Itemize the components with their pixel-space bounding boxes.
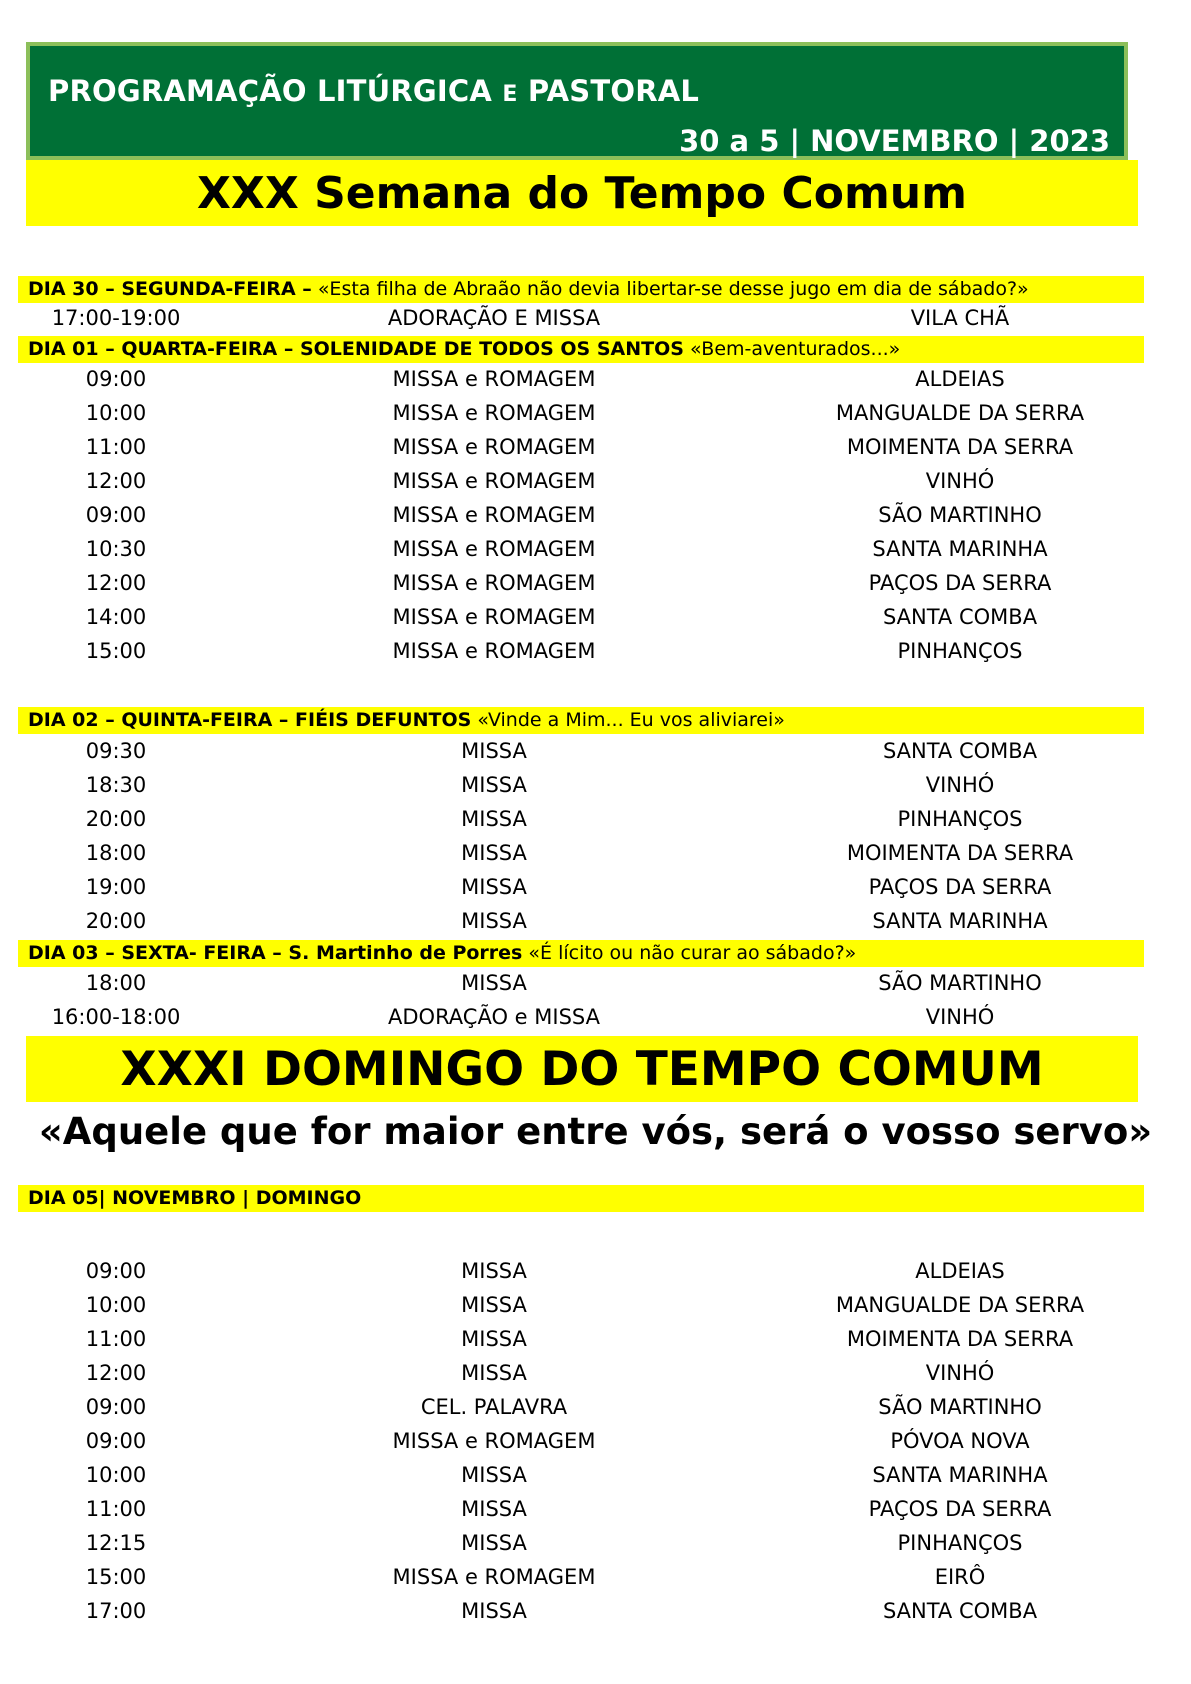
day-label: DIA 01 – QUARTA-FEIRA – SOLENIDADE DE TODOS OS SANTOS — [28, 338, 684, 360]
schedule-row — [0, 364, 1191, 394]
row-activity: MISSA — [461, 773, 527, 797]
row-activity: MISSA e ROMAGEM — [392, 639, 596, 663]
row-location: VINHÓ — [925, 469, 995, 493]
schedule-row — [0, 466, 1191, 496]
schedule-row — [0, 1392, 1191, 1422]
row-location: MOIMENTA DA SERRA — [846, 841, 1074, 865]
row-time: 15:00 — [85, 639, 147, 663]
row-activity: ADORAÇÃO E MISSA — [387, 306, 601, 330]
row-time: 10:30 — [85, 537, 147, 561]
header-title-part-1: PROGRAMAÇÃO LITÚRGICA — [48, 74, 493, 108]
row-time: 18:30 — [85, 773, 147, 797]
day-quote: «Bem-aventurados...» — [690, 338, 901, 360]
row-location: MOIMENTA DA SERRA — [846, 1327, 1074, 1351]
week-title: XXX Semana do Tempo Comum — [26, 160, 1138, 226]
schedule-row — [0, 804, 1191, 834]
row-time: 17:00-19:00 — [51, 306, 181, 330]
schedule-row — [0, 968, 1191, 998]
row-location: MANGUALDE DA SERRA — [835, 1293, 1085, 1317]
row-activity: MISSA — [461, 909, 527, 933]
schedule-row — [0, 770, 1191, 800]
row-activity: MISSA e ROMAGEM — [392, 1565, 596, 1589]
row-location: VINHÓ — [925, 1005, 995, 1029]
header-banner — [26, 42, 1128, 160]
row-location: SANTA MARINHA — [872, 1463, 1048, 1487]
row-location: SÃO MARTINHO — [878, 971, 1042, 995]
row-location: SÃO MARTINHO — [878, 1395, 1042, 1419]
day-label: DIA 30 – SEGUNDA-FEIRA – — [28, 278, 312, 300]
row-time: 15:00 — [85, 1565, 147, 1589]
schedule-row — [0, 1002, 1191, 1032]
row-activity: MISSA e ROMAGEM — [392, 605, 596, 629]
row-location: PAÇOS DA SERRA — [868, 875, 1052, 899]
row-activity: MISSA e ROMAGEM — [392, 435, 596, 459]
row-time: 12:00 — [85, 469, 147, 493]
row-time: 20:00 — [85, 807, 147, 831]
day-quote: «É lícito ou não curar ao sábado?» — [528, 942, 857, 964]
schedule-row — [0, 534, 1191, 564]
day-label: DIA 02 – QUINTA-FEIRA – FIÉIS DEFUNTOS — [28, 709, 472, 731]
schedule-row — [0, 736, 1191, 766]
row-time: 18:00 — [85, 841, 147, 865]
row-location: VINHÓ — [925, 1361, 995, 1385]
row-time: 12:15 — [85, 1531, 147, 1555]
header-title-conjunction: E — [502, 82, 518, 107]
row-time: 11:00 — [85, 1497, 147, 1521]
row-location: VILA CHÃ — [910, 306, 1010, 330]
sunday-title: XXXI DOMINGO DO TEMPO COMUM — [26, 1036, 1138, 1102]
header-title — [48, 74, 699, 108]
row-location: MANGUALDE DA SERRA — [835, 401, 1085, 425]
row-activity: MISSA e ROMAGEM — [392, 537, 596, 561]
row-activity: MISSA — [461, 1259, 527, 1283]
row-location: PINHANÇOS — [897, 1531, 1023, 1555]
row-activity: MISSA — [461, 1531, 527, 1555]
schedule-row — [0, 303, 1191, 333]
header-date: 30 a 5 | NOVEMBRO | 2023 — [679, 124, 1110, 158]
row-location: VINHÓ — [925, 773, 995, 797]
row-activity: MISSA — [461, 1293, 527, 1317]
row-activity: ADORAÇÃO e MISSA — [388, 1005, 600, 1029]
row-activity: MISSA — [461, 1463, 527, 1487]
row-activity: MISSA — [461, 1327, 527, 1351]
schedule-row — [0, 1358, 1191, 1388]
day-label: DIA 03 – SEXTA- FEIRA – S. Martinho de Porres — [28, 942, 523, 964]
row-time: 17:00 — [85, 1599, 147, 1623]
row-location: SANTA COMBA — [882, 605, 1038, 629]
row-time: 12:00 — [85, 571, 147, 595]
row-activity: MISSA e ROMAGEM — [392, 571, 596, 595]
row-activity: CEL. PALAVRA — [420, 1395, 568, 1419]
row-location: ALDEIAS — [915, 367, 1005, 391]
row-location: MOIMENTA DA SERRA — [846, 435, 1074, 459]
row-activity: MISSA — [461, 971, 527, 995]
gospel-quote: «Aquele que for maior entre vós, será o vosso servo» — [38, 1110, 1153, 1153]
schedule-row — [0, 1426, 1191, 1456]
day-header-03 — [18, 940, 1144, 967]
row-time: 10:00 — [85, 1293, 147, 1317]
row-time: 09:00 — [85, 1395, 147, 1419]
schedule-row — [0, 1290, 1191, 1320]
row-location: PAÇOS DA SERRA — [868, 571, 1052, 595]
day-quote: «Vinde a Mim... Eu vos aliviarei» — [477, 709, 785, 731]
header-title-part-2: PASTORAL — [527, 74, 700, 108]
row-location: PINHANÇOS — [897, 807, 1023, 831]
schedule-row — [0, 906, 1191, 936]
row-location: SANTA MARINHA — [872, 537, 1048, 561]
row-activity: MISSA — [461, 841, 527, 865]
row-activity: MISSA e ROMAGEM — [392, 367, 596, 391]
row-activity: MISSA e ROMAGEM — [392, 469, 596, 493]
row-location: PAÇOS DA SERRA — [868, 1497, 1052, 1521]
row-time: 11:00 — [85, 1327, 147, 1351]
day-quote: «Esta filha de Abraão não devia libertar-se desse jugo em dia de sábado?» — [317, 278, 1029, 300]
schedule-row — [0, 872, 1191, 902]
schedule-row — [0, 568, 1191, 598]
row-location: SÃO MARTINHO — [878, 503, 1042, 527]
row-activity: MISSA — [461, 1599, 527, 1623]
row-location: ALDEIAS — [915, 1259, 1005, 1283]
row-time: 09:30 — [85, 739, 147, 763]
row-activity: MISSA e ROMAGEM — [392, 401, 596, 425]
row-time: 16:00-18:00 — [51, 1005, 181, 1029]
row-time: 20:00 — [85, 909, 147, 933]
row-location: PÓVOA NOVA — [890, 1429, 1030, 1453]
row-location: PINHANÇOS — [897, 639, 1023, 663]
row-location: SANTA COMBA — [882, 1599, 1038, 1623]
row-time: 09:00 — [85, 367, 147, 391]
row-time: 11:00 — [85, 435, 147, 459]
row-time: 09:00 — [85, 1259, 147, 1283]
row-location: SANTA COMBA — [882, 739, 1038, 763]
row-time: 09:00 — [85, 1429, 147, 1453]
row-location: EIRÔ — [934, 1565, 986, 1589]
row-time: 14:00 — [85, 605, 147, 629]
schedule-row — [0, 500, 1191, 530]
day-header-02 — [18, 707, 1144, 734]
row-time: 10:00 — [85, 1463, 147, 1487]
day-label: DIA 05| NOVEMBRO | DOMINGO — [28, 1187, 362, 1209]
day-header-05 — [18, 1185, 1144, 1212]
row-activity: MISSA — [461, 1361, 527, 1385]
schedule-row — [0, 1494, 1191, 1524]
row-time: 10:00 — [85, 401, 147, 425]
row-activity: MISSA — [461, 739, 527, 763]
schedule-row — [0, 1256, 1191, 1286]
row-activity: MISSA — [461, 807, 527, 831]
schedule-row — [0, 398, 1191, 428]
row-activity: MISSA e ROMAGEM — [392, 1429, 596, 1453]
schedule-row — [0, 1562, 1191, 1592]
row-activity: MISSA — [461, 1497, 527, 1521]
row-activity: MISSA — [461, 875, 527, 899]
schedule-row — [0, 838, 1191, 868]
row-time: 18:00 — [85, 971, 147, 995]
schedule-row — [0, 602, 1191, 632]
row-time: 12:00 — [85, 1361, 147, 1385]
day-header-30 — [18, 276, 1144, 303]
row-time: 09:00 — [85, 503, 147, 527]
schedule-row — [0, 1596, 1191, 1626]
schedule-row — [0, 1528, 1191, 1558]
day-header-01 — [18, 336, 1144, 363]
row-activity: MISSA e ROMAGEM — [392, 503, 596, 527]
schedule-row — [0, 636, 1191, 666]
schedule-row — [0, 1324, 1191, 1354]
schedule-row — [0, 432, 1191, 462]
schedule-row — [0, 1460, 1191, 1490]
row-location: SANTA MARINHA — [872, 909, 1048, 933]
row-time: 19:00 — [85, 875, 147, 899]
